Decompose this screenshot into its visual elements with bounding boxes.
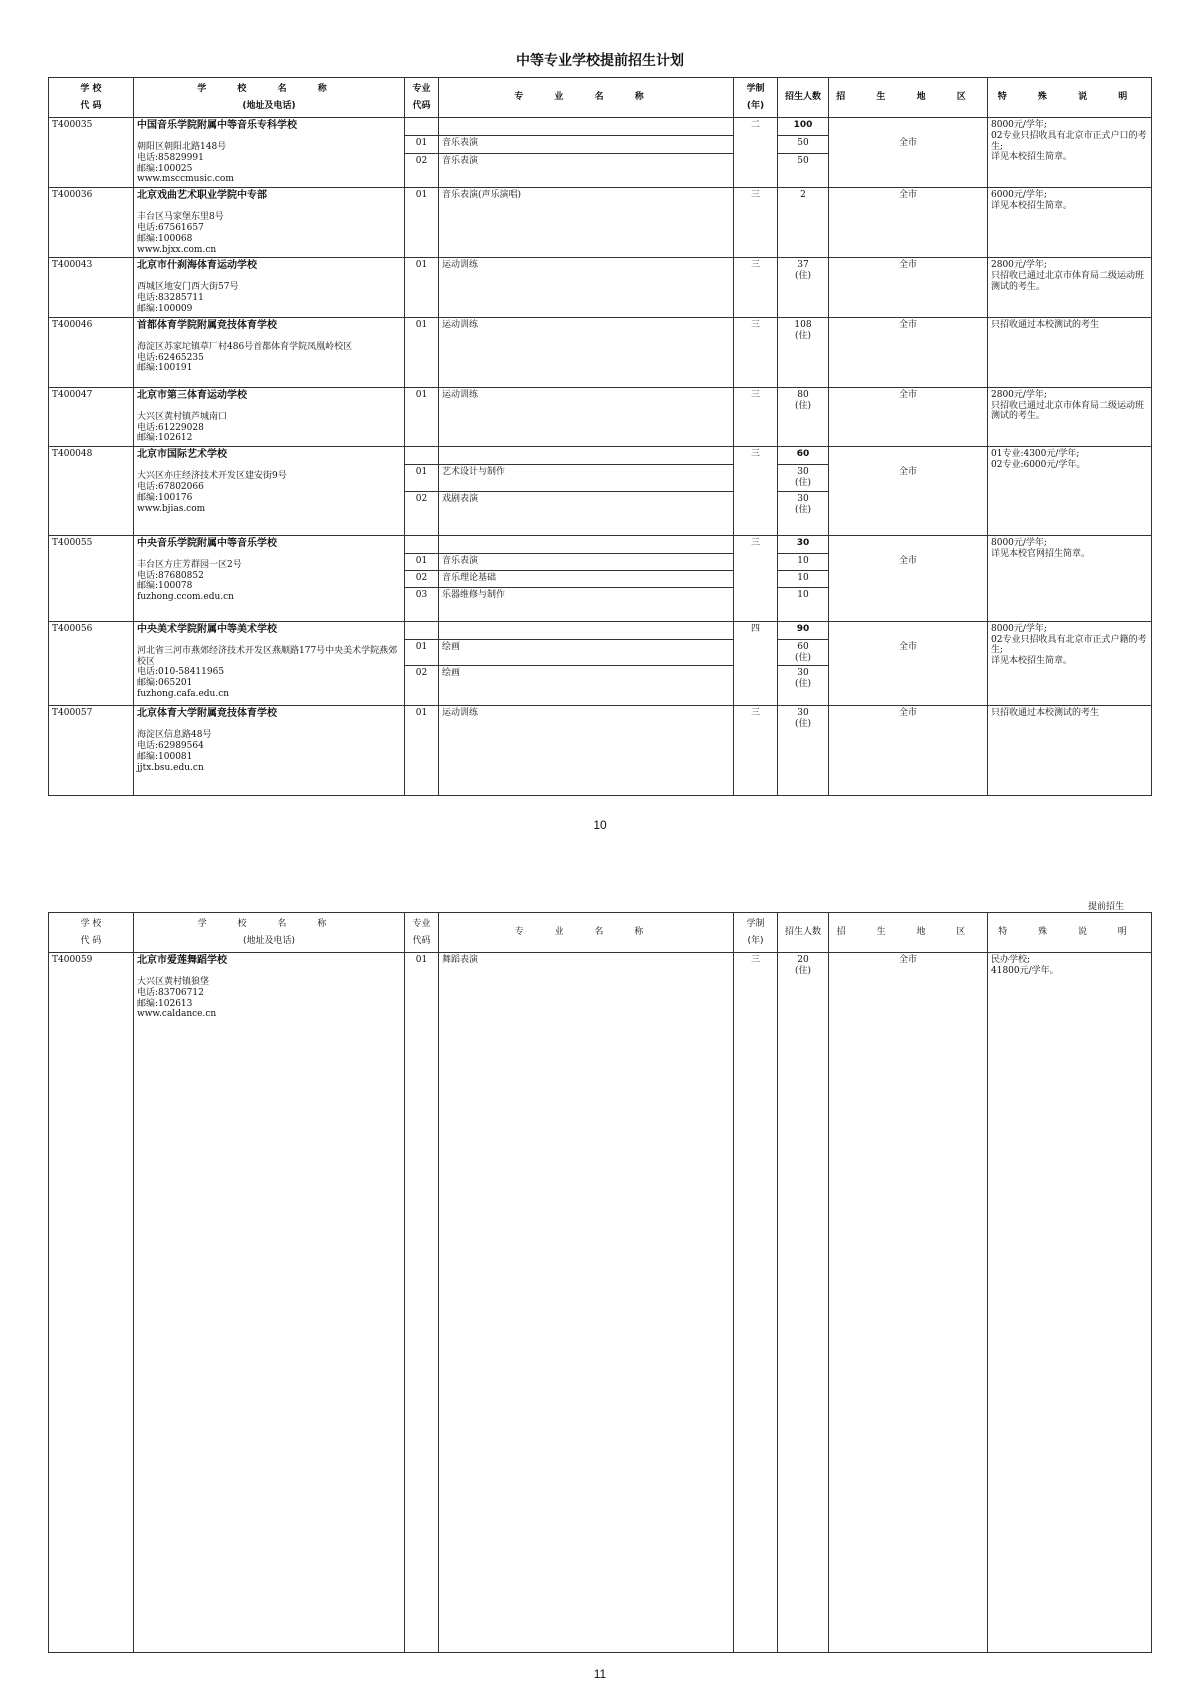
enrollment-count: 30 (住)	[778, 666, 829, 706]
school-address-line: 电话:83285711	[137, 293, 204, 304]
enrollment-count: 50	[778, 154, 829, 188]
table-row	[49, 621, 1152, 639]
header-area: 招 生 地 区	[829, 78, 988, 118]
enrollment-area: 全市	[829, 447, 988, 536]
header-major-code: 专业 代码	[405, 78, 439, 118]
special-notes: 只招收通过本校测试的考生	[988, 317, 1152, 387]
school-address-line: 电话:87680852	[137, 570, 204, 581]
school-name: 首都体育学院附属竞技体育学校	[137, 319, 277, 331]
duration-years: 三	[734, 535, 778, 621]
school-address-line: 邮编:102613	[137, 998, 193, 1009]
header-school-name: 学 校 名 称 (地址及电话)	[134, 78, 405, 118]
major-code: 01	[405, 553, 439, 570]
enrollment-area: 全市	[829, 387, 988, 446]
school-code: T400046	[49, 317, 134, 387]
school-address-line: 海淀区信息路48号	[137, 730, 212, 741]
major-code	[405, 118, 439, 136]
school-name: 北京市第三体育运动学校	[137, 389, 247, 401]
major-code	[405, 621, 439, 639]
major-code: 01	[405, 136, 439, 154]
school-address-line: 丰台区马家堡东里8号	[137, 212, 224, 223]
school-address-line: 西城区地安门西大街57号	[137, 282, 239, 293]
enrollment-count: 60 (住)	[778, 639, 829, 666]
school-info-cell	[134, 706, 405, 796]
school-address-line: 邮编:100078	[137, 581, 193, 592]
enrollment-area: 全市	[829, 188, 988, 258]
major-code: 01	[405, 639, 439, 666]
major-name: 运动训练	[439, 317, 734, 387]
header-major-name: 专 业 名 称	[439, 78, 734, 118]
school-address-line: 河北省三河市燕郊经济技术开发区燕顺路177号中央美术学院燕郊校区	[137, 645, 398, 667]
school-address-line: 大兴区黄村镇芦城南口	[137, 411, 228, 422]
enrollment-count: 10	[778, 553, 829, 570]
school-info-cell	[134, 535, 405, 621]
table-row	[49, 317, 1152, 387]
school-address-line: 大兴区黄村镇狼垡	[137, 977, 210, 987]
major-name: 运动训练	[439, 258, 734, 317]
page-number: 11	[593, 1667, 607, 1681]
table-row	[49, 535, 1152, 553]
enrollment-count: 30 (住)	[778, 491, 829, 535]
school-address-line: 电话:62465235	[137, 352, 204, 363]
major-code	[405, 447, 439, 465]
duration-years: 三	[734, 258, 778, 317]
special-notes: 2800元/学年; 只招收已通过北京市体育局二级运动班测试的考生。	[988, 387, 1152, 446]
school-name: 北京体育大学附属竞技体育学校	[137, 708, 277, 720]
school-name: 北京市国际艺术学校	[137, 449, 227, 461]
school-code: T400035	[49, 118, 134, 188]
school-address-line: 邮编:065201	[137, 678, 193, 689]
major-code: 01	[405, 706, 439, 796]
header-school-name: 学 校 名 称 (地址及电话)	[134, 913, 405, 953]
header-years: 学制 (年)	[734, 78, 778, 118]
enrollment-count: 80 (住)	[778, 387, 829, 446]
major-code: 01	[405, 258, 439, 317]
school-code: T400056	[49, 621, 134, 706]
school-address-line: www.bjias.com	[137, 503, 206, 514]
major-code: 01	[405, 465, 439, 492]
school-name: 北京市爱莲舞蹈学校	[137, 955, 227, 966]
school-address-line: www.msccmusic.com	[137, 174, 234, 185]
duration-years: 二	[734, 118, 778, 188]
school-address-line: 电话:67561657	[137, 222, 204, 233]
enrollment-area: 全市	[829, 953, 988, 1653]
table-row	[49, 118, 1152, 136]
enrollment-count: 37 (住)	[778, 258, 829, 317]
major-name	[439, 621, 734, 639]
major-name: 音乐表演	[439, 553, 734, 570]
duration-years: 三	[734, 447, 778, 536]
major-name: 绘画	[439, 639, 734, 666]
header-count: 招生人数	[778, 78, 829, 118]
school-code: T400059	[49, 953, 134, 1653]
major-name	[439, 535, 734, 553]
major-name: 音乐表演(声乐演唱)	[439, 188, 734, 258]
school-info-cell	[134, 387, 405, 446]
major-code: 01	[405, 953, 439, 1653]
school-address-line: fuzhong.cafa.edu.cn	[137, 688, 230, 699]
school-address-line: 电话:85829991	[137, 152, 204, 163]
school-address-line: 邮编:102612	[137, 433, 193, 444]
duration-years: 三	[734, 953, 778, 1653]
major-code: 02	[405, 570, 439, 587]
special-notes: 8000元/学年; 详见本校官网招生简章。	[988, 535, 1152, 621]
enrollment-area: 全市	[829, 258, 988, 317]
major-code: 02	[405, 154, 439, 188]
school-name: 中国音乐学院附属中等音乐专科学校	[137, 120, 297, 131]
school-name: 北京戏曲艺术职业学院中专部	[137, 190, 267, 202]
school-address-line: 电话:67802066	[137, 481, 204, 492]
major-name: 运动训练	[439, 706, 734, 796]
school-code: T400047	[49, 387, 134, 446]
table-row	[49, 953, 1152, 1653]
school-address-line: 电话:62989564	[137, 741, 204, 752]
major-name: 艺术设计与制作	[439, 465, 734, 492]
school-address-line: 大兴区亦庄经济技术开发区建安街9号	[137, 471, 287, 482]
enrollment-area: 全市	[829, 535, 988, 621]
enrollment-count: 10	[778, 570, 829, 587]
school-address-line: 朝阳区朝阳北路148号	[137, 142, 227, 152]
enrollment-count: 30 (住)	[778, 465, 829, 492]
header-school-code: 学 校 代 码	[49, 78, 134, 118]
enrollment-count: 108 (住)	[778, 317, 829, 387]
table-row	[49, 188, 1152, 258]
header-major-name: 专 业 名 称	[439, 913, 734, 953]
special-notes: 6000元/学年; 详见本校招生简章。	[988, 188, 1152, 258]
section-tag: 提前招生	[1087, 902, 1124, 912]
school-address-line: 海淀区苏家坨镇草厂村486号首都体育学院凤凰岭校区	[137, 341, 353, 352]
major-name: 戏剧表演	[439, 491, 734, 535]
school-address-line: fuzhong.ccom.edu.cn	[137, 592, 234, 603]
school-address-line: 邮编:100081	[137, 751, 193, 762]
school-info-cell	[134, 118, 405, 188]
enrollment-area: 全市	[829, 118, 988, 188]
header-note: 特 殊 说 明	[988, 913, 1152, 953]
enrollment-total: 60	[778, 447, 829, 465]
special-notes: 2800元/学年; 只招收已通过北京市体育局二级运动班测试的考生。	[988, 258, 1152, 317]
header-area: 招 生 地 区	[829, 913, 988, 953]
major-name: 乐器维修与制作	[439, 587, 734, 621]
school-name: 中央音乐学院附属中等音乐学校	[137, 537, 277, 549]
special-notes: 只招收通过本校测试的考生	[988, 706, 1152, 796]
school-address-line: 丰台区方庄芳群园一区2号	[137, 559, 242, 570]
school-address-line: 邮编:100025	[137, 163, 193, 174]
enrollment-plan-table	[48, 77, 1152, 796]
school-address-line: jjtx.bsu.edu.cn	[137, 762, 204, 773]
major-code	[405, 535, 439, 553]
enrollment-count: 10	[778, 587, 829, 621]
school-address-line: 电话:61229028	[137, 422, 204, 433]
major-name: 音乐理论基础	[439, 570, 734, 587]
header-years: 学制 (年)	[734, 913, 778, 953]
school-info-cell	[134, 621, 405, 706]
school-name: 北京市什刹海体育运动学校	[137, 260, 257, 272]
enrollment-total: 90	[778, 621, 829, 639]
school-code: T400043	[49, 258, 134, 317]
school-info-cell	[134, 188, 405, 258]
special-notes: 8000元/学年; 02专业只招收具有北京市正式户口的考生; 详见本校招生简章。	[988, 118, 1152, 188]
duration-years: 三	[734, 387, 778, 446]
enrollment-count: 50	[778, 136, 829, 154]
duration-years: 三	[734, 188, 778, 258]
major-code: 02	[405, 491, 439, 535]
special-notes: 民办学校; 41800元/学年。	[988, 953, 1152, 1653]
school-address-line: 电话:83706712	[137, 987, 204, 998]
enrollment-total: 30	[778, 535, 829, 553]
school-code: T400057	[49, 706, 134, 796]
enrollment-total: 100	[778, 118, 829, 136]
header-count: 招生人数	[778, 913, 829, 953]
enrollment-count: 2	[778, 188, 829, 258]
school-code: T400036	[49, 188, 134, 258]
school-address-line: 邮编:100009	[137, 303, 193, 314]
major-name: 音乐表演	[439, 136, 734, 154]
school-name: 中央美术学院附属中等美术学校	[137, 623, 277, 635]
school-address-line: 邮编:100191	[137, 363, 193, 374]
major-code: 03	[405, 587, 439, 621]
school-info-cell	[134, 258, 405, 317]
major-name	[439, 118, 734, 136]
major-name: 舞蹈表演	[439, 953, 734, 1653]
enrollment-area: 全市	[829, 706, 988, 796]
enrollment-plan-table-continued	[48, 912, 1152, 1653]
table-row	[49, 258, 1152, 317]
school-code: T400055	[49, 535, 134, 621]
major-name: 音乐表演	[439, 154, 734, 188]
major-code: 02	[405, 666, 439, 706]
duration-years: 三	[734, 706, 778, 796]
school-address-line: 邮编:100068	[137, 233, 193, 244]
special-notes: 8000元/学年; 02专业只招收具有北京市正式户籍的考生; 详见本校招生简章。	[988, 621, 1152, 706]
major-code: 01	[405, 317, 439, 387]
header-note: 特 殊 说 明	[988, 78, 1152, 118]
school-info-cell	[134, 953, 405, 1653]
school-address-line: 邮编:100176	[137, 492, 193, 503]
duration-years: 三	[734, 317, 778, 387]
school-code: T400048	[49, 447, 134, 536]
enrollment-area: 全市	[829, 621, 988, 706]
page-number: 10	[593, 818, 607, 832]
major-name: 运动训练	[439, 387, 734, 446]
table-row	[49, 447, 1152, 465]
enrollment-count: 30 (住)	[778, 706, 829, 796]
school-info-cell	[134, 317, 405, 387]
table-row	[49, 387, 1152, 446]
major-name: 绘画	[439, 666, 734, 706]
major-code: 01	[405, 387, 439, 446]
header-school-code: 学 校 代 码	[49, 913, 134, 953]
school-address-line: 电话:010-58411965	[137, 667, 225, 678]
school-address-line: www.caldance.cn	[137, 1009, 217, 1020]
school-address-line: www.bjxx.com.cn	[137, 244, 217, 255]
school-info-cell	[134, 447, 405, 536]
enrollment-area: 全市	[829, 317, 988, 387]
page-title: 中等专业学校提前招生计划	[516, 53, 684, 69]
special-notes: 01专业:4300元/学年; 02专业:6000元/学年。	[988, 447, 1152, 536]
major-name	[439, 447, 734, 465]
duration-years: 四	[734, 621, 778, 706]
major-code: 01	[405, 188, 439, 258]
table-row	[49, 706, 1152, 796]
header-major-code: 专业 代码	[405, 913, 439, 953]
enrollment-count: 20 (住)	[778, 953, 829, 1653]
